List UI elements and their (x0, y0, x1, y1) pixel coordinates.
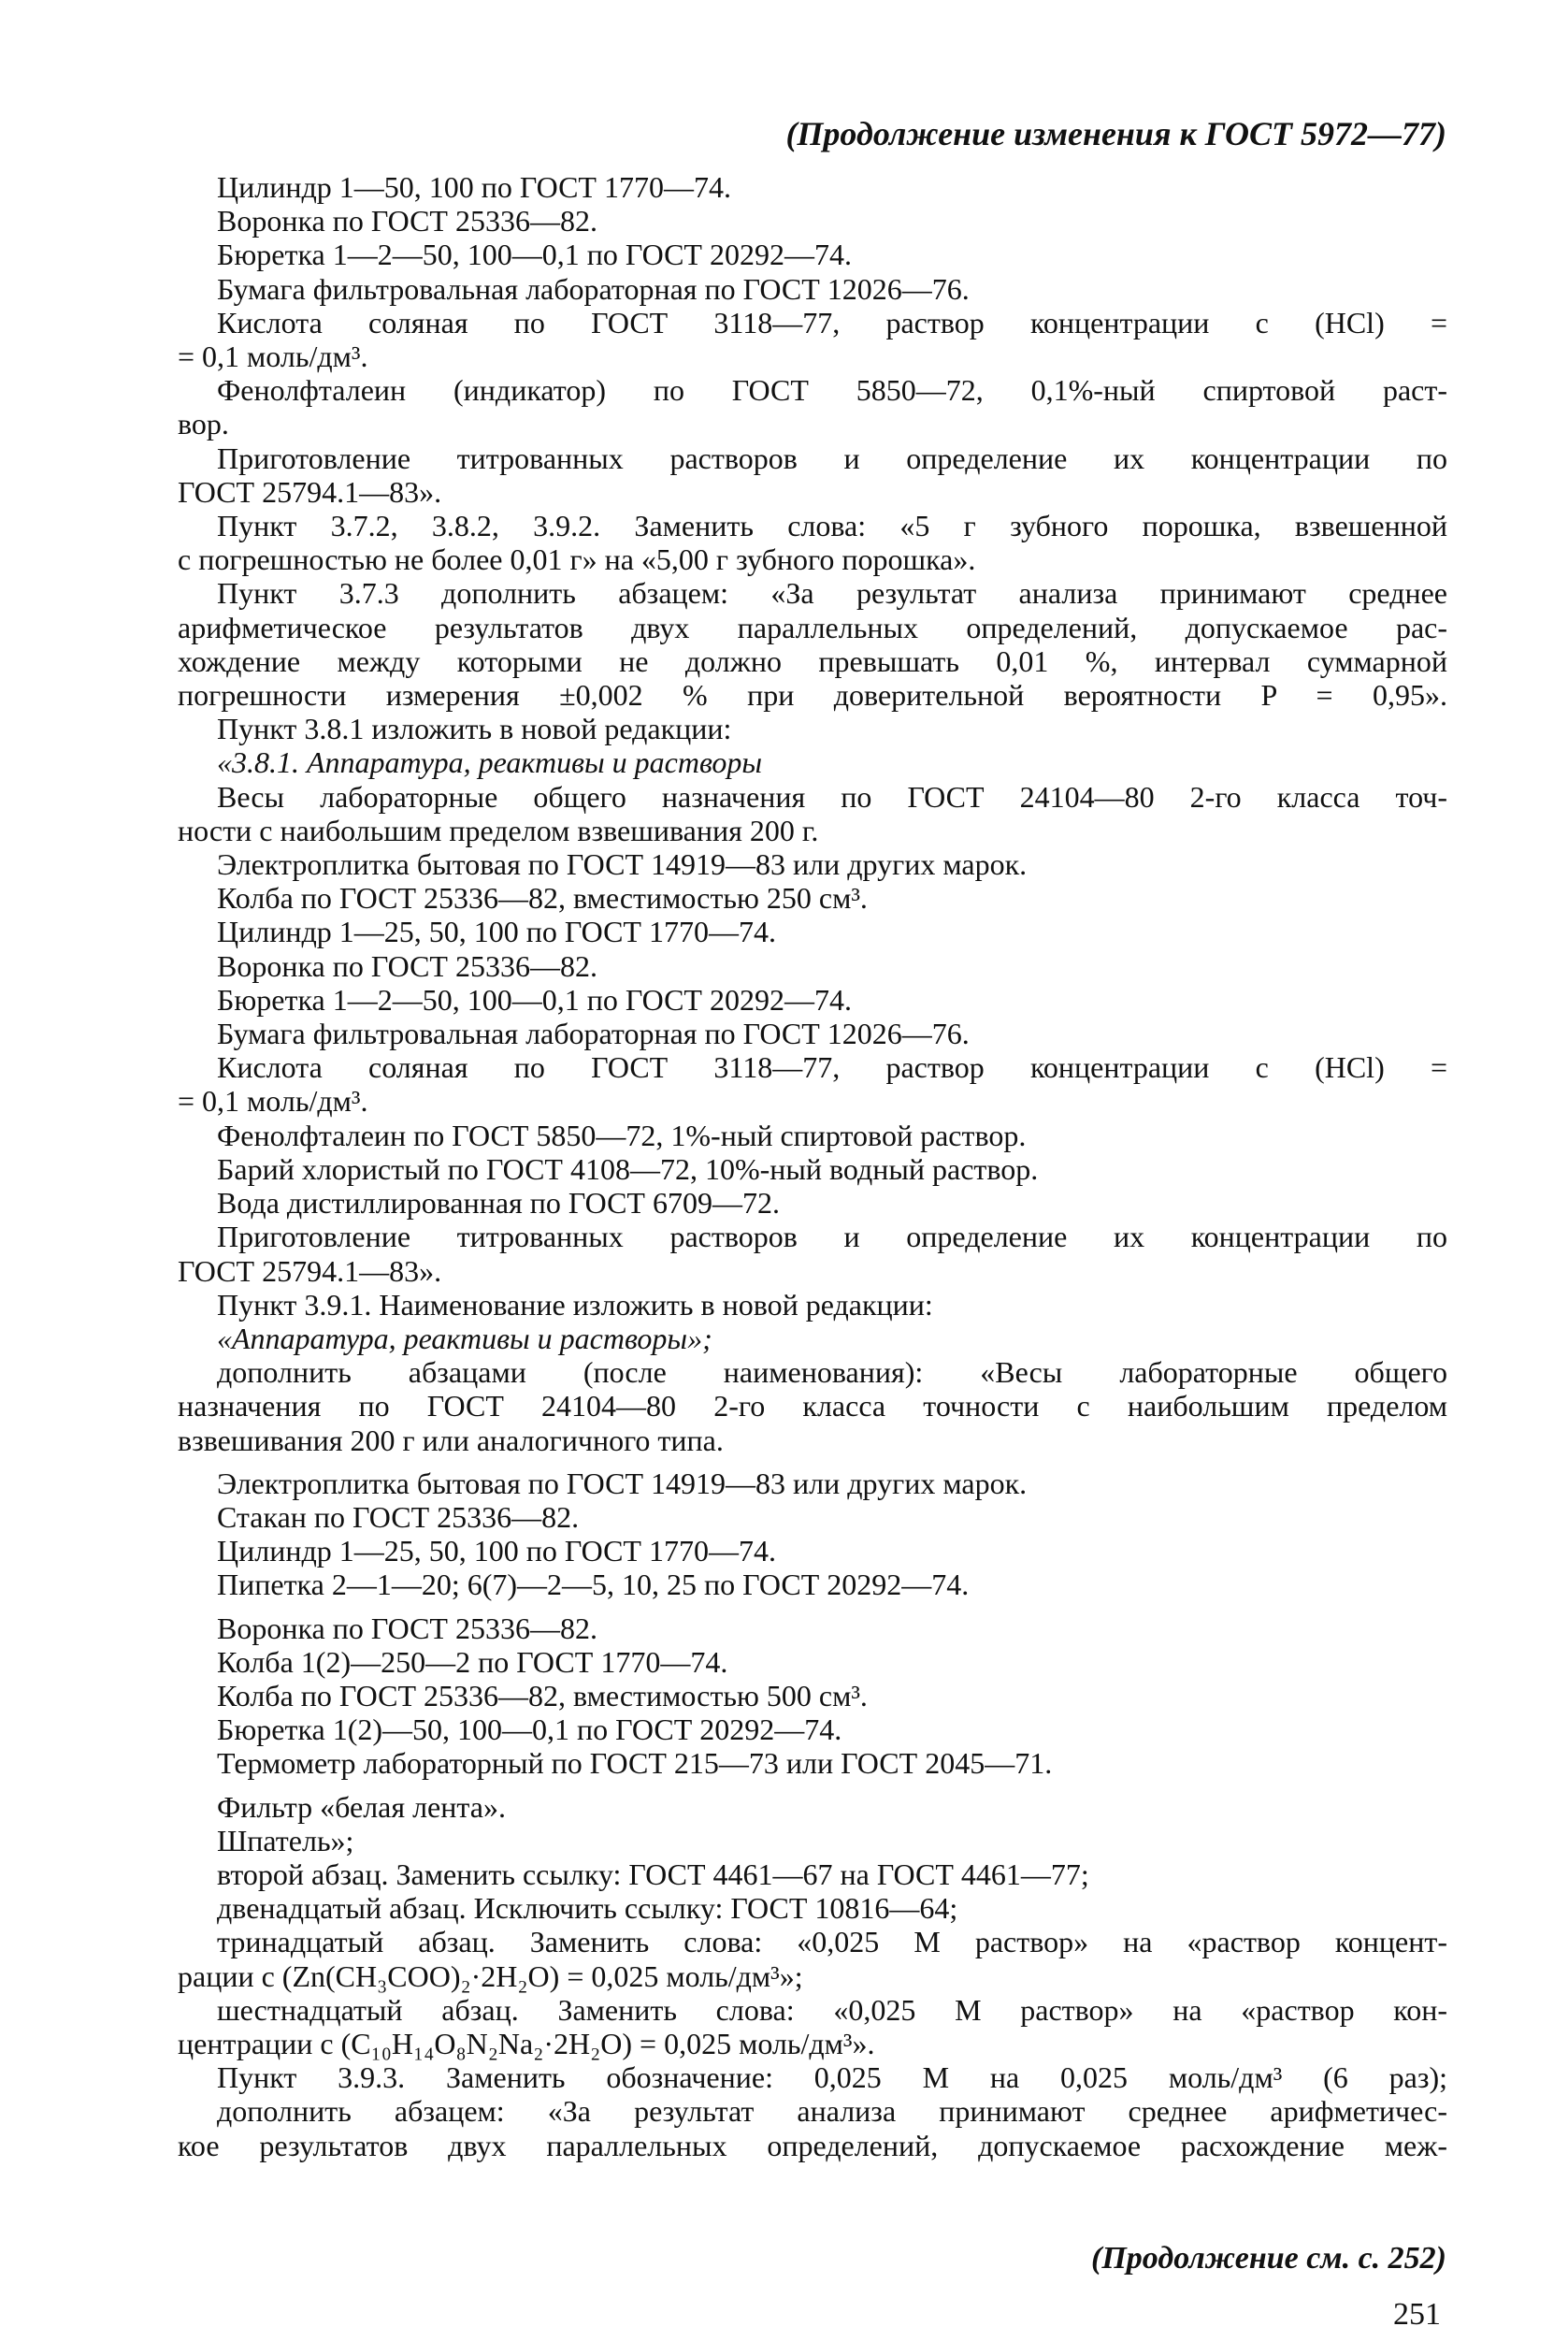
text-line: Пункт 3.7.3 дополнить абзацем: «За результат анализа принимают среднее (217, 576, 1447, 611)
text-line: двенадцатый абзац. Исключить ссылку: ГОСТ 10816—64; (217, 1891, 958, 1926)
text-line: Приготовление титрованных растворов и определение их концентрации по (217, 1220, 1447, 1254)
text-line: Барий хлористый по ГОСТ 4108—72, 10%-ный водный раствор. (217, 1151, 1039, 1186)
text-line: Бюретка 1—2—50, 100—0,1 по ГОСТ 20292—74. (217, 238, 852, 272)
text-line: Бумага фильтровальная лабораторная по ГОСТ 12026—76. (217, 271, 970, 306)
text-line: назначения по ГОСТ 24104—80 2-го класса точности с наибольшим пределом (178, 1389, 1447, 1423)
text-line: Электроплитка бытовая по ГОСТ 14919—83 или других марок. (217, 847, 1028, 882)
text-line: Электроплитка бытовая по ГОСТ 14919—83 или других марок. (217, 1466, 1028, 1500)
text-line: дополнить абзацем: «За результат анализа принимают среднее арифметичес- (217, 2094, 1447, 2129)
text-line: ГОСТ 25794.1—83». (178, 1253, 442, 1288)
text-line: Колба 1(2)—250—2 по ГОСТ 1770—74. (217, 1644, 728, 1679)
text-line: ГОСТ 25794.1—83». (178, 474, 442, 509)
text-line: центрации c (C₁₀H₁₄O₈N₂Na₂·2H₂O) = 0,025 моль/дм³». (178, 2026, 875, 2060)
text-line: взвешивания 200 г или аналогичного типа. (178, 1423, 724, 1457)
text-line: вор. (178, 407, 229, 441)
text-line: Бюретка 1(2)—50, 100—0,1 по ГОСТ 20292—74. (217, 1712, 842, 1747)
continuation-note: (Продолжение см. с. 252) (1091, 2241, 1446, 2276)
text-line: ности с наибольшим пределом взвешивания 200 г. (178, 813, 819, 847)
text-line: Весы лабораторные общего назначения по ГОСТ 24104—80 2-го класса точ- (217, 779, 1447, 814)
text-line: второй абзац. Заменить ссылку: ГОСТ 4461—67 на ГОСТ 4461—77; (217, 1857, 1089, 1891)
text-line: Фенолфталеин (индикатор) по ГОСТ 5850—72, 0,1%-ный спиртовой раст- (217, 373, 1447, 408)
page-header: (Продолжение изменения к ГОСТ 5972—77) (785, 115, 1446, 152)
text-line: арифметическое результатов двух параллельных определений, допускаемое рас- (178, 610, 1447, 644)
text-line: Пункт 3.9.1. Наименование изложить в новой редакции: (217, 1287, 933, 1322)
text-line: Колба по ГОСТ 25336—82, вместимостью 250 см³. (217, 881, 868, 916)
text-line: Цилиндр 1—25, 50, 100 по ГОСТ 1770—74. (217, 1534, 776, 1568)
text-line: = 0,1 моль/дм³. (178, 1084, 368, 1119)
text-line: Воронка по ГОСТ 25336—82. (217, 1611, 597, 1645)
text-line: Колба по ГОСТ 25336—82, вместимостью 500 см³. (217, 1678, 868, 1712)
page-number: 251 (1393, 2297, 1441, 2332)
text-line: с погрешностью не более 0,01 г» на «5,00 г зубного порошка». (178, 542, 976, 577)
text-line: Воронка по ГОСТ 25336—82. (217, 204, 597, 238)
text-line: Приготовление титрованных растворов и определение их концентрации по (217, 441, 1447, 475)
text-line: Кислота соляная по ГОСТ 3118—77, раствор концентрации c (HCl) = (217, 305, 1447, 340)
text-line: хождение между которыми не должно превышать 0,01 %, интервал суммарной (178, 643, 1447, 678)
text-line: тринадцатый абзац. Заменить слова: «0,025 М раствор» на «раствор концент- (217, 1925, 1447, 1959)
text-line: Шпатель»; (217, 1823, 354, 1857)
text-line: рации c (Zn(CH₃COO)₂·2H₂O) = 0,025 моль/дм³»; (178, 1958, 803, 1993)
text-line: Фенолфталеин по ГОСТ 5850—72, 1%-ный спиртовой раствор. (217, 1118, 1027, 1152)
text-line: Пункт 3.8.1 изложить в новой редакции: (217, 712, 732, 746)
text-line: кое результатов двух параллельных определений, допускаемое расхождение меж- (178, 2128, 1447, 2162)
document-body (178, 170, 1447, 2162)
text-line: = 0,1 моль/дм³. (178, 340, 368, 374)
text-line: Стакан по ГОСТ 25336—82. (217, 1499, 580, 1534)
text-line: погрешности измерения ±0,002 % при доверительной вероятности P = 0,95». (178, 678, 1447, 713)
text-line: Термометр лабораторный по ГОСТ 215—73 или ГОСТ 2045—71. (217, 1746, 1053, 1781)
text-line: Цилиндр 1—25, 50, 100 по ГОСТ 1770—74. (217, 915, 776, 949)
text-line: Кислота соляная по ГОСТ 3118—77, раствор концентрации c (HCl) = (217, 1050, 1447, 1085)
text-line: Воронка по ГОСТ 25336—82. (217, 948, 597, 983)
text-line: Пункт 3.9.3. Заменить обозначение: 0,025 М на 0,025 моль/дм³ (6 раз); (217, 2060, 1447, 2095)
text-line: Вода дистиллированная по ГОСТ 6709—72. (217, 1186, 780, 1221)
text-line: «3.8.1. Аппаратура, реактивы и растворы (217, 745, 763, 780)
text-line: дополнить абзацами (после наименования): «Весы лабораторные общего (217, 1355, 1447, 1390)
text-line: Бюретка 1—2—50, 100—0,1 по ГОСТ 20292—74. (217, 982, 852, 1017)
text-line: Фильтр «белая лента». (217, 1789, 506, 1824)
text-line: Пункт 3.7.2, 3.8.2, 3.9.2. Заменить слова: «5 г зубного порошка, взвешенной (217, 509, 1447, 543)
text-line: Цилиндр 1—50, 100 по ГОСТ 1770—74. (217, 170, 731, 204)
text-line: «Аппаратура, реактивы и растворы»; (217, 1321, 712, 1355)
text-line: Пипетка 2—1—20; 6(7)—2—5, 10, 25 по ГОСТ 20292—74. (217, 1568, 970, 1602)
text-line: шестнадцатый абзац. Заменить слова: «0,025 М раствор» на «раствор кон- (217, 1992, 1447, 2027)
text-line: Бумага фильтровальная лабораторная по ГОСТ 12026—76. (217, 1017, 970, 1051)
